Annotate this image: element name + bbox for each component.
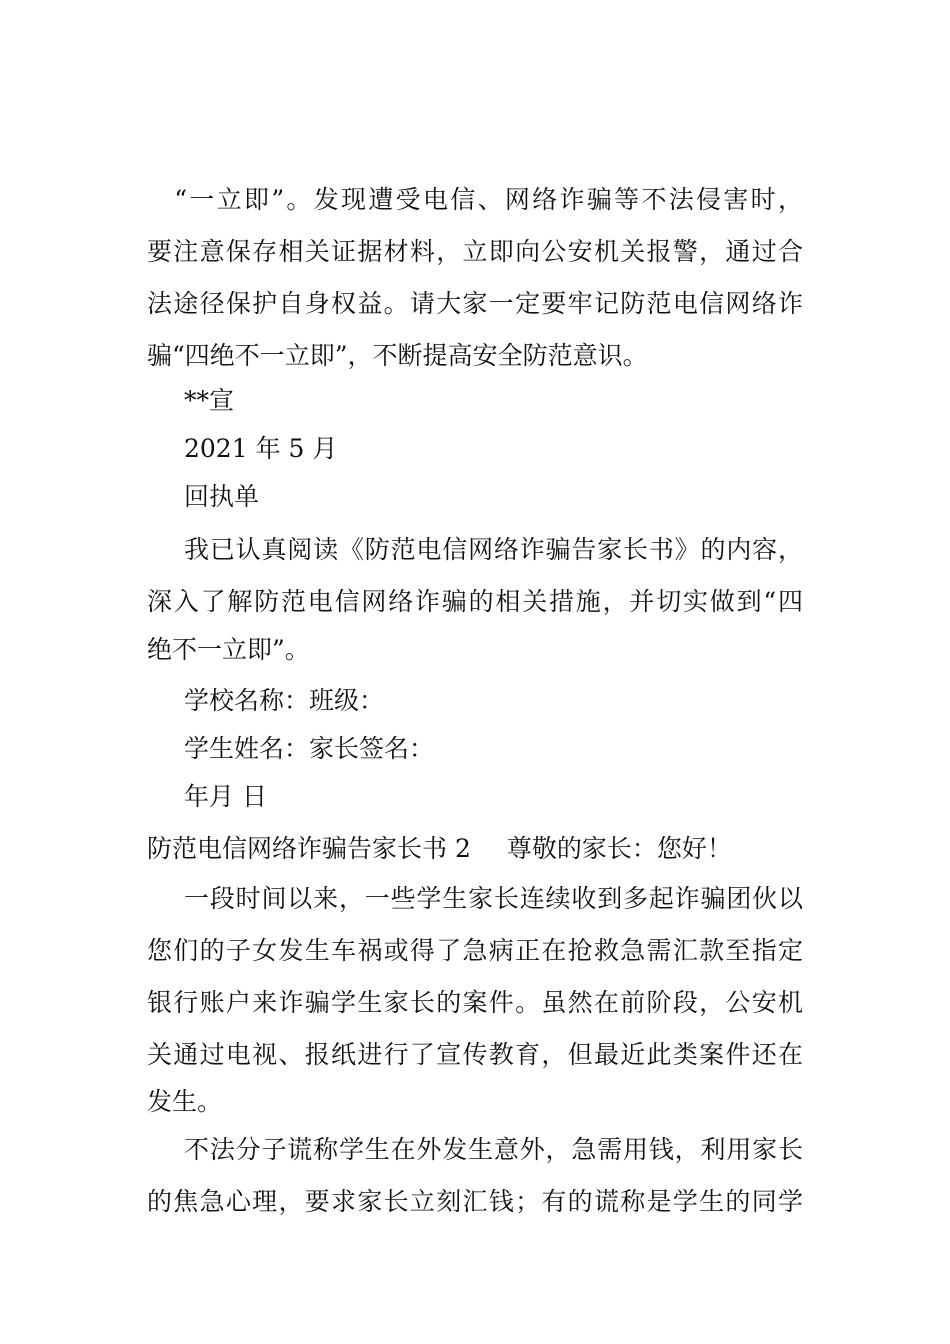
receipt-title: 回执单: [184, 482, 260, 511]
paragraph-line: 我已认真阅读《防范电信网络诈骗告家长书》的内容，: [184, 535, 803, 564]
paragraph-line: 发生。: [147, 1087, 223, 1116]
greeting: 尊敬的家长：您好！: [506, 834, 732, 863]
field-date: 年月 日: [184, 782, 267, 811]
paragraph-line: 不法分子谎称学生在外发生意外，急需用钱，利用家长: [184, 1135, 803, 1164]
paragraph-line: 您们的子女发生车祸或得了急病正在抢救急需汇款至指定: [147, 936, 803, 965]
letter-title: 防范电信网络诈骗告家长书 2: [147, 834, 471, 863]
paragraph-line: 法途径保护自身权益。请大家一定要牢记防范电信网络诈: [147, 289, 803, 318]
section-heading: [147, 832, 732, 866]
paragraph-line: “一立即”。发现遭受电信、网络诈骗等不法侵害时，: [147, 185, 803, 214]
paragraph-line: 深入了解防范电信网络诈骗的相关措施，并切实做到“四: [147, 587, 803, 616]
date-line: 2021 年 5 月: [184, 434, 338, 463]
paragraph-line: 一段时间以来，一些学生家长连续收到多起诈骗团伙以: [184, 884, 803, 913]
paragraph-line: 绝不一立即”。: [147, 635, 310, 664]
paragraph-line: 要注意保存相关证据材料，立即向公安机关报警，通过合: [147, 237, 803, 266]
paragraph-line: 的焦急心理，要求家长立刻汇钱；有的谎称是学生的同学: [147, 1187, 803, 1216]
field-student-parent: 学生姓名：家长签名：: [184, 734, 435, 763]
paragraph-line: 银行账户来诈骗学生家长的案件。虽然在前阶段，公安机: [147, 988, 803, 1017]
paragraph-line: 骗“四绝不一立即”，不断提高安全防范意识。: [147, 341, 648, 370]
field-school-class: 学校名称：班级：: [184, 686, 385, 715]
signature: **宣: [184, 386, 235, 415]
paragraph-line: 关通过电视、报纸进行了宣传教育，但最近此类案件还在: [147, 1040, 803, 1069]
